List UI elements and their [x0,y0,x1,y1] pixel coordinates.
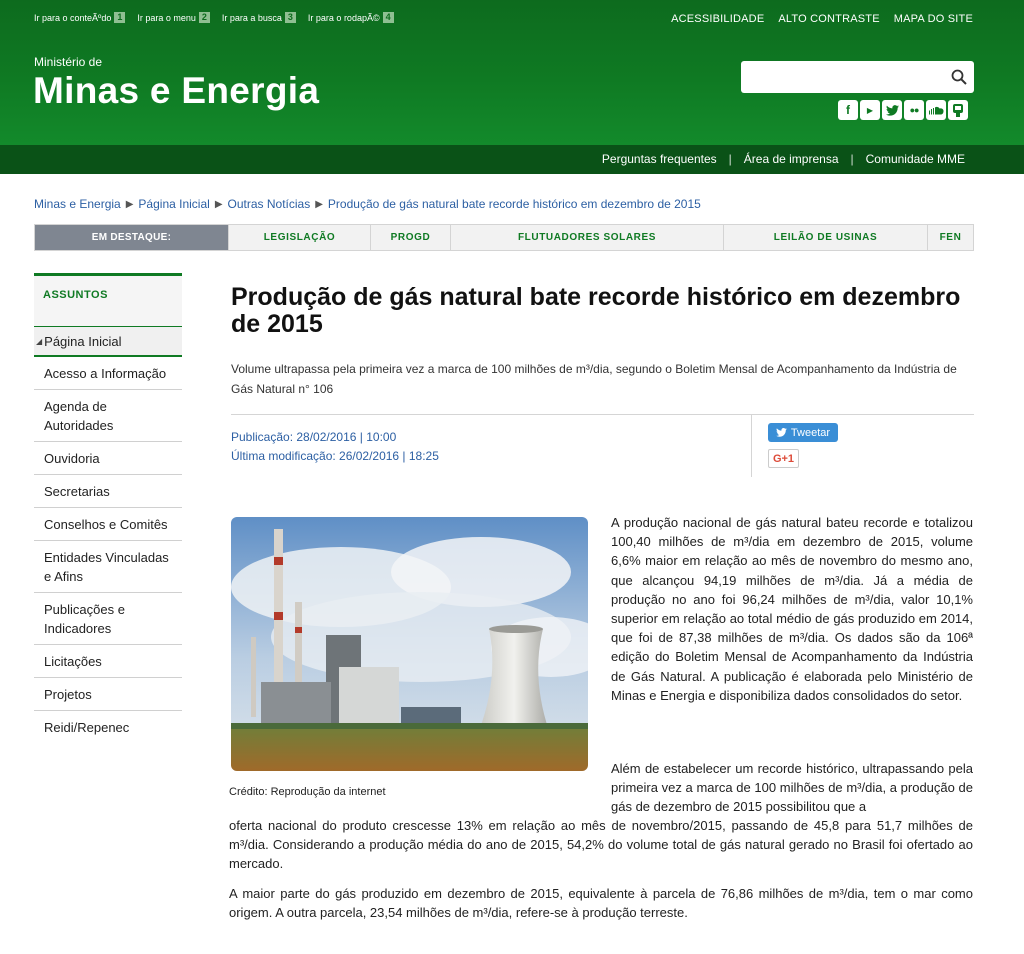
search-box [741,61,974,93]
skip-link-footer[interactable]: Ir para o rodapÃ© 4 [308,12,394,23]
tweet-button[interactable] [768,423,838,442]
divider [231,414,974,415]
skip-links [34,12,394,23]
article-title: Produção de gás natural bate recorde histórico em dezembro de 2015 [231,283,961,338]
podcast-icon[interactable] [948,100,968,120]
highlight-leilao[interactable]: LEILÃO DE USINAS [723,225,927,250]
press-area-link[interactable]: Área de imprensa [743,152,839,166]
article-description: Volume ultrapassa pela primeira vez a marca de 100 milhões de m³/dia, segundo o Boletim Mensal de Acompanhamento da Indústria de Gás Natural n° 106 [231,362,957,396]
highlight-progd[interactable]: PROGD [370,225,450,250]
org-subtitle: Ministério de [34,55,103,69]
social-links [838,100,968,120]
sidebar-item[interactable]: Ouvidoria [34,442,182,475]
sidebar-item[interactable]: Reidi/Repenec [44,720,130,735]
article-photo [231,517,588,771]
search-icon[interactable] [951,69,967,85]
search-input[interactable] [749,62,949,92]
divider [751,415,752,477]
highlight-legislacao[interactable]: LEGISLAÇÃO [228,225,370,250]
twitter-icon[interactable] [882,100,902,120]
service-nav [0,145,1024,174]
sidebar-item[interactable]: Secretarias [34,475,182,508]
breadcrumb-item[interactable]: Outras Notícias [227,197,311,211]
sidebar-item-label: Página Inicial [44,333,122,349]
modified-date: Última modificação: 26/02/2016 | 18:25 [231,449,439,463]
community-link[interactable]: Comunidade MME [865,152,965,166]
triangle-icon: ◢ [36,336,43,346]
facebook-icon[interactable]: f [838,100,858,120]
sidebar-heading: ASSUNTOS [34,273,182,326]
article-paragraph: Além de estabelecer um recorde histórico, ultrapassando pela primeira vez a marca de 100 milhões de m³/dia, a produção de gás de dezembro de 2015 possibilitou que a [611,761,973,815]
sidebar-item[interactable]: Acesso a Informação [34,357,182,390]
breadcrumb-current[interactable]: Produção de gás natural bate recorde histórico em dezembro de 2015 [327,197,701,211]
sidebar-item[interactable]: Agenda de Autoridades [34,390,182,442]
flickr-icon[interactable]: ●● [904,100,924,120]
skip-link-content[interactable]: Ir para o conteÃºdo 1 [34,12,125,23]
chevron-right-icon: ▶ [125,198,134,210]
photo-credit: Crédito: Reprodução da internet [229,786,386,798]
article-paragraph: oferta nacional do produto crescesse 13% em relação ao mês de novembro/2015, passando de 45,8 para 51,7 milhões de m³/dia. Considerando a produção média do ano de 2015, 54,2% do volume total de gás natural gerado no Brasil foi ofertado ao mercado. [229,818,973,872]
youtube-icon[interactable]: ▶ [860,100,880,120]
chevron-right-icon: ▶ [214,198,223,210]
sidebar-item[interactable]: Entidades Vinculadas e Afins [34,541,182,593]
soundcloud-icon[interactable] [926,100,946,120]
separator: | [728,152,732,166]
accessibility-link[interactable]: ACESSIBILIDADE [671,13,765,25]
article-meta [231,428,439,466]
sidebar-item[interactable]: Publicações e Indicadores [34,593,182,645]
sidebar-item[interactable]: Licitações [34,645,182,678]
twitter-icon [776,428,787,437]
sitemap-link[interactable]: MAPA DO SITE [893,13,973,25]
chevron-right-icon: ▶ [315,198,323,210]
faq-link[interactable]: Perguntas frequentes [601,152,717,166]
sidebar-item[interactable]: Conselhos e Comitês [34,508,182,541]
sidebar-item-home[interactable] [34,326,182,357]
sidebar-menu [34,273,182,743]
site-header [0,0,1024,145]
skip-link-menu[interactable]: Ir para o menu 2 [137,12,210,23]
sidebar-item[interactable]: Projetos [34,678,182,711]
google-plus-button[interactable]: G+1 [768,449,799,468]
site-title[interactable]: Minas e Energia [33,70,320,111]
breadcrumb-item[interactable]: Página Inicial [138,197,210,211]
top-links [671,13,973,25]
highlights-label: EM DESTAQUE: [35,225,228,250]
breadcrumb-item[interactable]: Minas e Energia [34,197,121,211]
tweet-label: Tweetar [790,426,831,439]
breadcrumb [34,197,701,211]
high-contrast-link[interactable]: ALTO CONTRASTE [778,13,880,25]
article-paragraph: A maior parte do gás produzido em dezembro de 2015, equivalente à parcela de 76,86 milhões de m³/dia, tem o mar como origem. A outra parcela, 23,54 milhões de m³/dia, refere-se à produção terreste. [229,886,973,921]
separator: | [850,152,854,166]
article-paragraph: A produção nacional de gás natural bateu recorde e totalizou 100,40 milhões de m³/dia em dezembro de 2015, volume 6,6% maior em relação ao mês de novembro do mesmo ano, que alcançou 94,19 milhões de m³/dia. Já a média de produção no ano foi 96,24 milhões de m³/dia, valor 10,1% superior em relação ao total médio de gás produzido em 2014, que foi de 87,38 milhões de m³/dia. Os dados são da 106ª edição do Boletim Mensal de Acompanhamento da Indústria de Gás Natural. A publicação é elaborada pelo Ministério de Minas e Energia e disponibiliza dados consolidados do setor. [611,515,973,703]
highlights-bar [34,224,974,251]
highlight-fen[interactable]: FEN [927,225,973,250]
skip-link-search[interactable]: Ir para a busca 3 [222,12,296,23]
highlight-flutuadores[interactable]: FLUTUADORES SOLARES [450,225,723,250]
published-date: Publicação: 28/02/2016 | 10:00 [231,430,397,444]
